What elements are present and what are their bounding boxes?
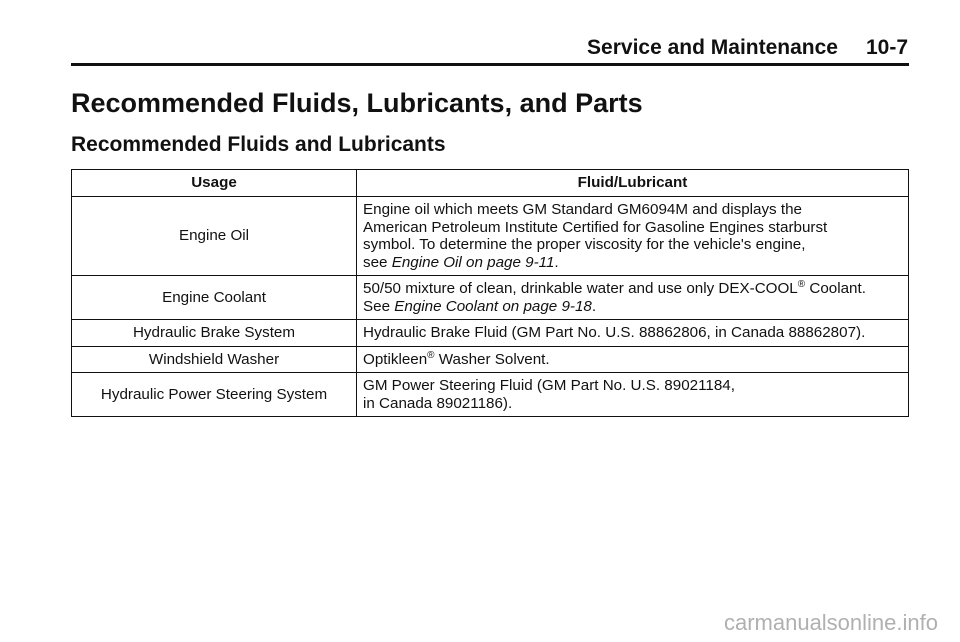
table-row	[72, 197, 909, 276]
header-rule	[71, 63, 909, 66]
table-header-row	[72, 170, 909, 197]
section-heading: Recommended Fluids and Lubricants	[71, 133, 446, 156]
page-reference-link[interactable]: Engine Oil on page 9-11	[391, 253, 555, 271]
table-row	[72, 320, 909, 347]
table-row	[72, 373, 909, 417]
fluid-cell: Hydraulic Brake Fluid (GM Part No. U.S. 88862806, in Canada 88862807).	[357, 320, 909, 347]
usage-cell: Windshield Washer	[72, 346, 357, 373]
fluids-table	[71, 169, 909, 417]
column-header-fluid: Fluid/Lubricant	[357, 170, 909, 197]
running-header	[587, 36, 908, 60]
page-title: Recommended Fluids, Lubricants, and Parts	[71, 88, 643, 118]
registered-mark: ®	[797, 279, 806, 290]
page-number: 10-7	[865, 36, 908, 59]
usage-cell: Hydraulic Power Steering System	[72, 373, 357, 417]
usage-cell: Engine Oil	[72, 197, 357, 276]
fluid-cell: GM Power Steering Fluid (GM Part No. U.S. 89021184, in Canada 89021186).	[357, 373, 909, 417]
fluid-cell: Engine oil which meets GM Standard GM6094M and displays the American Petroleum Institute Certified for Gasoline Engines starburst symbol. To determine the proper viscosity for the vehicle's engine, see Engine Oil on page 9-11.	[357, 197, 909, 276]
fluid-cell: 50/50 mixture of clean, drinkable water and use only DEX-COOL® Coolant. See Engine Coolant on page 9-18.	[357, 276, 909, 320]
table-row	[72, 276, 909, 320]
watermark: carmanualsonline.info	[723, 610, 938, 635]
column-header-usage: Usage	[72, 170, 357, 197]
table-row	[72, 346, 909, 373]
page-reference-link[interactable]: Engine Coolant on page 9-18	[394, 297, 592, 315]
usage-cell: Engine Coolant	[72, 276, 357, 320]
registered-mark: ®	[427, 349, 435, 361]
usage-cell: Hydraulic Brake System	[72, 320, 357, 347]
section-title: Service and Maintenance	[587, 36, 838, 59]
fluid-cell: Optikleen® Washer Solvent.	[357, 346, 909, 373]
